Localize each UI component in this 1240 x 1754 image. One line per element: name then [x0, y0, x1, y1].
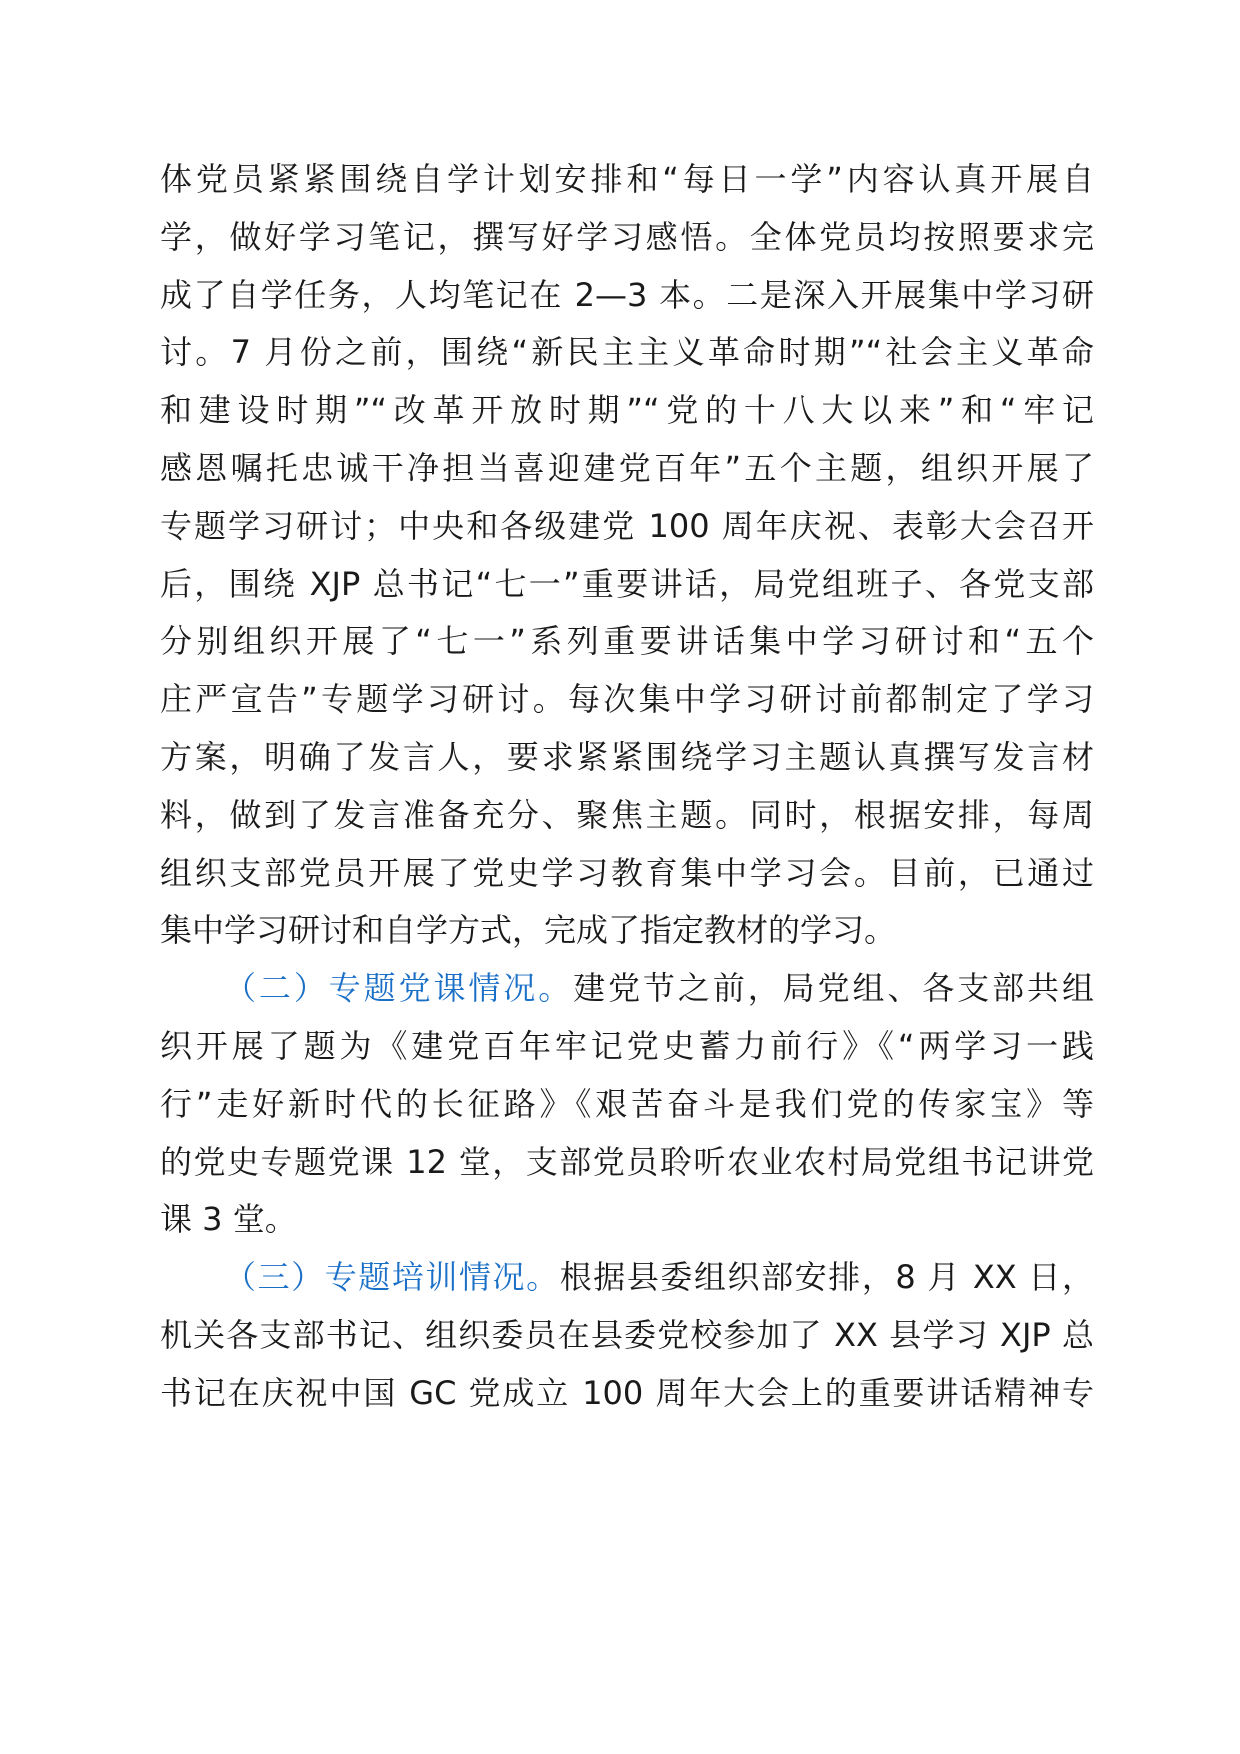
paragraph-line: 和建设时期”“改革开放时期”“党的十八大以来”和“牢记 — [160, 391, 1094, 430]
paragraph-line: 组织支部党员开展了党史学习教育集中学习会。目前，已通过 — [160, 853, 1094, 892]
paragraph-line: 料，做到了发言准备充分、聚焦主题。同时，根据安排，每周 — [160, 795, 1094, 834]
paragraph-line: 机关各支部书记、组织委员在县委党校参加了 XX 县学习 XJP 总 — [160, 1316, 1094, 1354]
paragraph-line: 书记在庆祝中国 GC 党成立 100 周年大会上的重要讲话精神专 — [160, 1373, 1094, 1412]
paragraph-line: 成了自学任务，人均笔记在 2—3 本。二是深入开展集中学习研 — [160, 275, 1094, 314]
section-2-first-line — [224, 956, 1094, 1020]
paragraph-line: 后，围绕 XJP 总书记“七一”重要讲话，局党组班子、各党支部 — [160, 564, 1094, 603]
section-3-first-line — [224, 1245, 1094, 1309]
paragraph-line: 体党员紧紧围绕自学计划安排和“每日一学”内容认真开展自 — [160, 160, 1094, 198]
paragraph-line: 的党史专题党课 12 堂，支部党员聆听农业农村局党组书记讲党 — [160, 1142, 1094, 1181]
section-2-heading: （二）专题党课情况。 — [224, 969, 574, 1008]
paragraph-line: 分别组织开展了“七一”系列重要讲话集中学习研讨和“五个 — [160, 622, 1094, 661]
paragraph-line: 庄严宣告”专题学习研讨。每次集中学习研讨前都制定了学习 — [160, 680, 1094, 719]
paragraph-line: 行”走好新时代的长征路》《艰苦奋斗是我们党的传家宝》等 — [160, 1084, 1094, 1123]
paragraph-line: 专题学习研讨；中央和各级建党 100 周年庆祝、表彰大会召开 — [160, 506, 1094, 545]
paragraph-line: 方案，明确了发言人，要求紧紧围绕学习主题认真撰写发言材 — [160, 738, 1094, 776]
paragraph-line: 课 3 堂。 — [160, 1200, 297, 1239]
paragraph-line: 织开展了题为《建党百年牢记党史蓄力前行》《“两学习一践 — [160, 1027, 1094, 1065]
paragraph-line: 学，做好学习笔记，撰写好学习感悟。全体党员均按照要求完 — [160, 217, 1094, 256]
paragraph-line: 讨。7 月份之前，围绕“新民主主义革命时期”“社会主义革命 — [160, 333, 1094, 372]
section-3-heading: （三）专题培训情况。 — [224, 1258, 560, 1297]
section-2-first-line-text: 建党节之前，局党组、各支部共组 — [573, 969, 1094, 1008]
paragraph-line: 感恩嘱托忠诚干净担当喜迎建党百年”五个主题，组织开展了 — [160, 449, 1094, 487]
paragraph-line: 集中学习研讨和自学方式，完成了指定教材的学习。 — [160, 911, 897, 950]
section-3-first-line-text: 根据县委组织部安排，8 月 XX 日， — [559, 1258, 1094, 1297]
